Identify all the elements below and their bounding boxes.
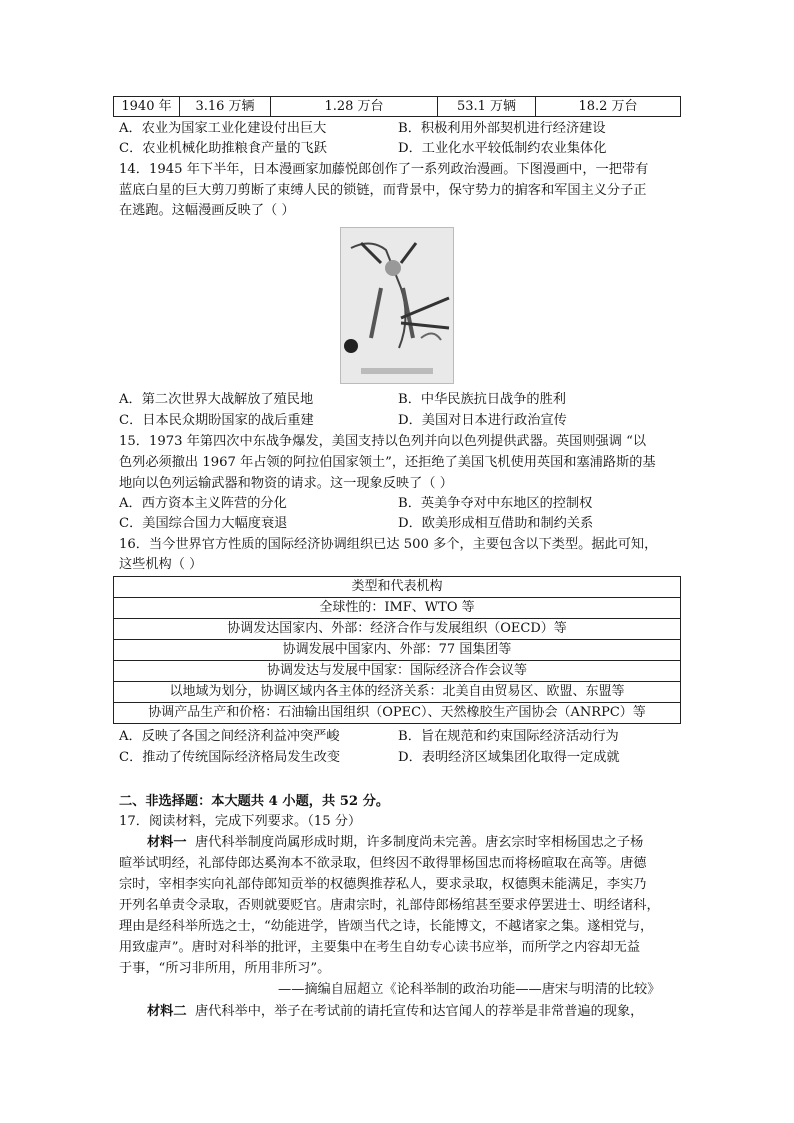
material-label: 材料二 [147, 1004, 187, 1019]
table-row [114, 598, 681, 619]
table-row [114, 703, 681, 724]
material-text-line: 于事，“所习非所用，所用非所习”。 [119, 961, 331, 976]
table-cell: 协调产品生产和价格：石油输出国组织（OPEC）、天然橡胶生产国协会（ANRPC）等 [114, 703, 681, 724]
q17-material-2-first-line [147, 1002, 643, 1022]
q13-option-d: D．工业化水平较低制约农业集体化 [398, 141, 607, 156]
section-heading: 二、非选择题：本大题共 4 小题，共 52 分。 [119, 794, 390, 809]
q13-option-a: A．农业为国家工业化建设付出巨大 [119, 121, 327, 136]
material-text: 唐代科举制度尚属形成时期，许多制度尚未完善。唐玄宗时宰相杨国忠之子杨 [194, 835, 644, 850]
material-text-line: 暄举试明经，礼部侍郎达奚洵本不欲录取，但终因不敢得罪杨国忠而将杨暄取在高等。唐德 [119, 856, 647, 871]
material-text-line: 开列名单责令录取，否则就要贬官。唐肃宗时，礼部侍郎杨绾甚至要求停罢进士、明经诸科， [119, 898, 660, 913]
q14-stem-line: 14．1945 年下半年，日本漫画家加藤悦郎创作了一系列政治漫画。下图漫画中，一把带有 [119, 162, 649, 177]
q16-option-c: C．推动了传统国际经济格局发生改变 [119, 750, 341, 765]
table-cell: 协调发展中国家内、外部：77 国集团等 [114, 640, 681, 661]
q15-stem-line: 地向以色列运输武器和物资的请求。这一现象反映了（ ） [119, 476, 453, 491]
table-cell: 1.28 万台 [271, 97, 438, 117]
material-text-line: 理由是经科举所选之士，“幼能进学，皆颂当代之诗，长能博文，不越诸家之集。遂相党与， [119, 919, 654, 934]
table-cell: 协调发达国家内、外部：经济合作与发展组织（OECD）等 [114, 619, 681, 640]
material-text: 唐代科举中，举子在考试前的请托宣传和达官闻人的荐举是非常普遍的现象， [194, 1004, 644, 1019]
table-cell: 以地域为划分，协调区域内各主体的经济关系：北美自由贸易区、欧盟、东盟等 [114, 682, 681, 703]
q14-stem-line: 蓝底白星的巨大剪刀剪断了束缚人民的锁链，而背景中，保守势力的掮客和军国主义分子正 [119, 183, 647, 198]
q15-stem-line: 色列必须撤出 1967 年占领的阿拉伯国家领土”，还拒绝了美国飞机使用英国和塞浦路斯的基 [119, 455, 656, 470]
political-cartoon-image [340, 227, 454, 384]
table-row [114, 640, 681, 661]
table-header: 类型和代表机构 [114, 577, 681, 598]
table-cell: 53.1 万辆 [438, 97, 536, 117]
q16-option-d: D．表明经济区域集团化取得一定成就 [398, 750, 620, 765]
table-cell: 协调发达与发展中国家：国际经济合作会议等 [114, 661, 681, 682]
table-cell: 1940 年 [114, 97, 180, 117]
q13-option-c: C．农业机械化助推粮食产量的飞跃 [119, 141, 327, 156]
table-row [114, 661, 681, 682]
agri-data-table [113, 96, 681, 117]
table-row [114, 619, 681, 640]
q14-option-a: A．第二次世界大战解放了殖民地 [119, 392, 314, 407]
q16-option-b: B．旨在规范和约束国际经济活动行为 [398, 729, 619, 744]
q14-option-b: B．中华民族抗日战争的胜利 [398, 392, 566, 407]
q15-option-c: C．美国综合国力大幅度衰退 [119, 516, 288, 531]
q17-material-1-first-line [147, 833, 643, 853]
q16-stem-line: 这些机构（ ） [119, 557, 203, 572]
q15-option-a: A．西方资本主义阵营的分化 [119, 496, 287, 511]
organizations-table [113, 576, 681, 724]
material-label: 材料一 [147, 835, 187, 850]
q17-intro: 17．阅读材料，完成下列要求。（15 分） [119, 814, 362, 829]
q14-option-c: C．日本民众期盼国家的战后重建 [119, 413, 314, 428]
q16-stem-line: 16．当今世界官方性质的国际经济协调组织已达 500 多个，主要包含以下类型。据此可知， [119, 537, 658, 552]
table-cell: 18.2 万台 [536, 97, 681, 117]
material-text-line: 宗时，宰相李实向礼部侍郎知贡举的权德舆推荐私人，要求录取，权德舆未能满足，李实乃 [119, 877, 647, 892]
q16-option-a: A．反映了各国之间经济利益冲突严峻 [119, 729, 340, 744]
table-cell: 全球性的：IMF、WTO 等 [114, 598, 681, 619]
table-row [114, 577, 681, 598]
q15-option-b: B．英美争夺对中东地区的控制权 [398, 496, 593, 511]
q15-option-d: D．欧美形成相互借助和制约关系 [398, 516, 594, 531]
q15-stem-line: 15．1973 年第四次中东战争爆发，美国支持以色列并向以色列提供武器。英国则强调 “以 [119, 434, 647, 449]
q14-option-d: D．美国对日本进行政治宣传 [398, 413, 567, 428]
table-row [114, 97, 681, 117]
q14-stem-line: 在逃跑。这幅漫画反映了（ ） [119, 203, 295, 218]
material-source: ——摘编自屈超立《论科举制的政治功能——唐宋与明清的比较》 [278, 982, 661, 997]
q13-option-b: B．积极利用外部契机进行经济建设 [398, 121, 606, 136]
table-row [114, 682, 681, 703]
table-cell: 3.16 万辆 [180, 97, 271, 117]
material-text-line: 用致虚声”。唐时对科举的批评，主要集中在考生自幼专心读书应举，而所学之内容却无益 [119, 940, 641, 955]
